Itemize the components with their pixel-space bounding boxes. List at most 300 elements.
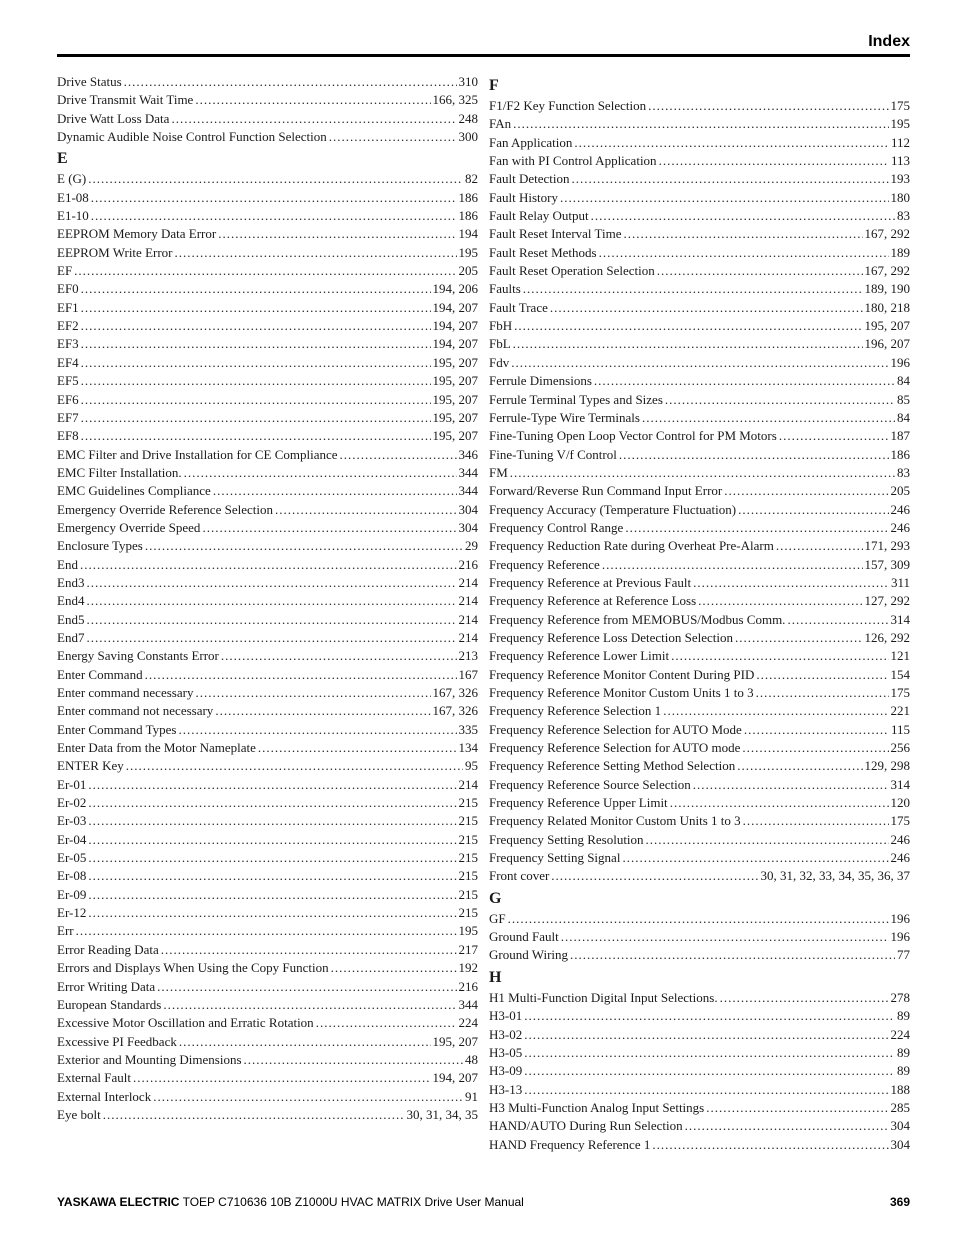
index-entry-pages: 246 — [890, 501, 910, 517]
index-entry-pages: 314 — [890, 611, 910, 627]
index-entry — [57, 372, 478, 390]
index-entry-term: Err — [57, 923, 74, 939]
index-entry-pages: 344 — [458, 464, 478, 480]
index-entry — [57, 831, 478, 849]
index-entry-pages: 205 — [890, 483, 910, 499]
index-entry-term: Drive Watt Loss Data — [57, 110, 170, 126]
index-entry-pages: 89 — [897, 1008, 910, 1024]
index-entry — [57, 391, 478, 409]
dot-leader — [646, 831, 889, 849]
index-entry — [57, 354, 478, 372]
index-entry — [489, 757, 910, 775]
index-entry-term: Exterior and Mounting Dimensions — [57, 1051, 242, 1067]
index-entry-term: End4 — [57, 593, 85, 609]
index-entry — [57, 776, 478, 794]
index-entry — [489, 335, 910, 353]
dot-leader — [570, 946, 895, 964]
index-entry-pages: 214 — [458, 629, 478, 645]
index-entry-term: End — [57, 556, 78, 572]
index-entry — [57, 262, 478, 280]
index-entry — [489, 629, 910, 647]
index-entry-pages: 167, 326 — [432, 685, 478, 700]
index-entry-pages: 194, 207 — [432, 318, 478, 334]
dot-leader — [81, 335, 431, 353]
dot-leader — [88, 849, 456, 867]
index-entry-term: EMC Guidelines Compliance — [57, 483, 211, 499]
index-entry-pages: 193 — [890, 171, 910, 187]
index-entry — [489, 812, 910, 830]
dot-leader — [720, 989, 889, 1007]
index-entry-pages: 195, 207 — [432, 1033, 478, 1049]
index-entry-pages: 195 — [458, 244, 478, 260]
index-entry-pages: 304 — [890, 1118, 910, 1134]
dot-leader — [524, 1026, 888, 1044]
dot-leader — [524, 1081, 888, 1099]
dot-leader — [742, 739, 888, 757]
index-entry-term: External Fault — [57, 1070, 132, 1086]
dot-leader — [756, 684, 889, 702]
index-entry-term: Frequency Reference Loss Detection Selection — [489, 629, 734, 645]
index-entry — [489, 592, 910, 610]
index-entry-term: Enter Command — [57, 666, 143, 682]
index-entry — [489, 666, 910, 684]
index-entry-term: Ground Wiring — [489, 947, 569, 963]
index-entry-pages: 83 — [897, 464, 910, 480]
dot-leader — [510, 464, 895, 482]
index-entry — [57, 170, 478, 188]
index-entry — [57, 244, 478, 262]
index-entry — [489, 989, 910, 1007]
index-entry — [489, 1044, 910, 1062]
index-entry-term: ENTER Key — [57, 758, 124, 774]
index-entry-term: Frequency Reference Setting Method Selection — [489, 758, 736, 774]
index-entry-term: EF5 — [57, 373, 79, 389]
index-entry-term: Enter Data from the Motor Nameplate — [57, 740, 256, 756]
index-entry-pages: 85 — [897, 391, 910, 407]
index-entry-term: HAND/AUTO During Run Selection — [489, 1118, 683, 1134]
index-entry-term: External Interlock — [57, 1088, 152, 1104]
index-entry-pages: 344 — [458, 996, 478, 1012]
dot-leader — [329, 128, 457, 146]
index-entry-pages: 189 — [890, 244, 910, 260]
index-entry — [57, 867, 478, 885]
index-entry-term: Fault History — [489, 189, 558, 205]
index-entry-term: Frequency Reference at Reference Loss — [489, 593, 697, 609]
index-entry-term: End3 — [57, 574, 85, 590]
index-entry-pages: 224 — [890, 1026, 910, 1042]
index-entry-term: EF0 — [57, 281, 79, 297]
dot-leader — [642, 409, 895, 427]
index-entry — [57, 299, 478, 317]
dot-leader — [80, 556, 457, 574]
index-entry-pages: 196 — [890, 929, 910, 945]
index-entry-term: FAn — [489, 116, 512, 132]
index-entry-term: Fdv — [489, 354, 510, 370]
dot-leader — [706, 1099, 888, 1117]
index-entry-term: Frequency Related Monitor Custom Units 1 to 3 — [489, 813, 741, 829]
index-entry — [57, 1069, 478, 1087]
index-entry — [489, 134, 910, 152]
index-entry-pages: 216 — [458, 556, 478, 572]
index-entry-pages: 215 — [458, 868, 478, 884]
index-entry — [57, 519, 478, 537]
index-entry — [489, 354, 910, 372]
dot-leader — [657, 262, 863, 280]
dot-leader — [88, 831, 456, 849]
dot-leader — [685, 1117, 889, 1135]
dot-leader — [86, 592, 456, 610]
index-entry-term: Frequency Reference Monitor Content During PID — [489, 666, 755, 682]
dot-leader — [81, 280, 431, 298]
dot-leader — [171, 110, 456, 128]
index-entry — [57, 794, 478, 812]
dot-leader — [175, 244, 457, 262]
index-entry-pages: 215 — [458, 813, 478, 829]
index-entry-pages: 285 — [890, 1099, 910, 1115]
index-entry-term: Energy Saving Constants Error — [57, 648, 219, 664]
index-entry-term: End5 — [57, 611, 85, 627]
index-entry — [57, 1014, 478, 1032]
index-entry — [489, 1062, 910, 1080]
index-entry-pages: 48 — [465, 1051, 478, 1067]
index-entry-term: Fault Reset Interval Time — [489, 226, 622, 242]
dot-leader — [145, 666, 457, 684]
index-entry-pages: 215 — [458, 795, 478, 811]
index-entry — [57, 482, 478, 500]
dot-leader — [670, 794, 889, 812]
index-entry-term: Er-05 — [57, 850, 87, 866]
dot-leader — [524, 1062, 895, 1080]
dot-leader — [663, 702, 888, 720]
index-entry-pages: 215 — [458, 905, 478, 921]
index-entry-pages: 256 — [890, 740, 910, 756]
index-entry-pages: 187 — [890, 428, 910, 444]
footer-manual-title — [57, 1195, 524, 1209]
index-entry-term: Error Writing Data — [57, 978, 156, 994]
dot-leader — [86, 629, 456, 647]
index-entry — [489, 556, 910, 574]
index-entry-pages: 196 — [890, 354, 910, 370]
index-entry-pages: 115 — [890, 721, 910, 737]
index-entry-term: Errors and Displays When Using the Copy Function — [57, 960, 329, 976]
index-entry-pages: 195 — [890, 116, 910, 132]
index-entry-term: HAND Frequency Reference 1 — [489, 1136, 651, 1152]
dot-leader — [157, 978, 456, 996]
index-entry — [489, 299, 910, 317]
index-entry-pages: 120 — [890, 795, 910, 811]
index-entry — [489, 519, 910, 537]
index-entry-pages: 304 — [458, 519, 478, 535]
dot-leader — [86, 574, 456, 592]
index-entry-term: EF4 — [57, 354, 79, 370]
index-entry-term: EF — [57, 263, 73, 279]
index-entry-pages: 167, 292 — [864, 263, 910, 279]
dot-leader — [511, 354, 888, 372]
index-entry-pages: 192 — [458, 960, 478, 976]
index-entry-pages: 82 — [465, 171, 478, 187]
dot-leader — [195, 91, 430, 109]
index-entry-term: Frequency Reference from MEMOBUS/Modbus Comm. — [489, 611, 786, 627]
index-entry-pages: 246 — [890, 850, 910, 866]
index-entry — [57, 922, 478, 940]
index-entry-pages: 91 — [465, 1088, 478, 1104]
index-entry-term: Frequency Reference Selection for AUTO Mode — [489, 721, 742, 737]
index-section-letter: E — [57, 150, 68, 168]
index-entry-term: Fault Detection — [489, 171, 570, 187]
index-entry — [57, 446, 478, 464]
index-entry-term: Fault Trace — [489, 299, 548, 315]
index-entry-term: EF8 — [57, 428, 79, 444]
index-entry-term: Er-08 — [57, 868, 87, 884]
index-entry-pages: 89 — [897, 1063, 910, 1079]
index-entry-term: Enter command necessary — [57, 685, 194, 700]
index-entry-pages: 113 — [890, 153, 910, 169]
index-entry — [489, 207, 910, 225]
dot-leader — [508, 910, 889, 928]
index-entry-term: Frequency Reduction Rate during Overheat Pre-Alarm — [489, 538, 774, 554]
index-entry-term: EF7 — [57, 409, 79, 425]
index-entry — [57, 501, 478, 519]
index-entry — [489, 794, 910, 812]
index-entry — [57, 110, 478, 128]
dot-leader — [693, 574, 889, 592]
dot-leader — [331, 959, 457, 977]
index-section-letter: H — [489, 968, 502, 986]
index-entry — [489, 721, 910, 739]
index-entry — [489, 372, 910, 390]
index-entry — [489, 928, 910, 946]
index-entry — [489, 849, 910, 867]
dot-leader — [619, 446, 889, 464]
dot-leader — [524, 1007, 895, 1025]
index-entry — [489, 464, 910, 482]
index-entry — [57, 1051, 478, 1069]
index-entry — [489, 1099, 910, 1117]
index-entry-term: Frequency Reference Source Selection — [489, 776, 691, 792]
index-entry-pages: 278 — [890, 989, 910, 1005]
index-entry-pages: 157, 309 — [864, 556, 910, 572]
index-entry — [489, 702, 910, 720]
index-entry — [489, 317, 910, 335]
dot-leader — [572, 170, 889, 188]
dot-leader — [88, 867, 456, 885]
index-entry-pages: 30, 31, 34, 35 — [406, 1106, 478, 1122]
index-entry — [57, 73, 478, 91]
index-entry-term: Excessive PI Feedback — [57, 1033, 177, 1049]
index-entry-term: Forward/Reverse Run Command Input Error — [489, 483, 723, 499]
dot-leader — [693, 776, 889, 794]
index-right-column — [489, 73, 910, 1154]
index-entry — [57, 629, 478, 647]
index-entry-term: Error Reading Data — [57, 941, 159, 957]
dot-leader — [561, 928, 889, 946]
dot-leader — [671, 647, 888, 665]
index-entry-pages: 194, 207 — [432, 336, 478, 352]
index-entry — [489, 684, 910, 702]
index-entry-term: EF2 — [57, 318, 79, 334]
index-entry-term: Frequency Reference — [489, 556, 600, 572]
index-entry-pages: 30, 31, 32, 33, 34, 35, 36, 37 — [760, 868, 910, 884]
dot-leader — [88, 812, 456, 830]
index-entry-term: H3-02 — [489, 1026, 523, 1042]
page-number: 369 — [889, 1195, 910, 1209]
index-entry-term: Frequency Reference Monitor Custom Units 1 to 3 — [489, 685, 754, 700]
index-entry — [489, 189, 910, 207]
dot-leader — [787, 611, 888, 629]
index-entry — [489, 482, 910, 500]
index-entry-term: Er-01 — [57, 776, 87, 792]
index-entry-term: Ground Fault — [489, 929, 559, 945]
index-entry-term: Frequency Reference Selection 1 — [489, 703, 662, 719]
index-entry — [489, 152, 910, 170]
index-entry — [489, 647, 910, 665]
index-title: Index — [868, 33, 910, 50]
index-entry-term: Drive Transmit Wait Time — [57, 92, 194, 108]
index-entry-pages: 95 — [465, 758, 478, 774]
index-entry-term: Er-02 — [57, 795, 87, 811]
index-entry — [57, 757, 478, 775]
dot-leader — [779, 427, 889, 445]
dot-leader — [275, 501, 457, 519]
index-entry-pages: 215 — [458, 886, 478, 902]
index-entry-pages: 300 — [458, 129, 478, 145]
dot-leader — [591, 207, 895, 225]
index-entry — [57, 464, 478, 482]
index-entry-pages: 195, 207 — [432, 409, 478, 425]
dot-leader — [624, 225, 863, 243]
dot-leader — [88, 886, 456, 904]
dot-leader — [81, 372, 431, 390]
index-entry — [57, 739, 478, 757]
index-entry-term: Fault Relay Output — [489, 208, 589, 224]
dot-leader — [744, 721, 889, 739]
index-entry-pages: 214 — [458, 611, 478, 627]
dot-leader — [524, 1044, 895, 1062]
index-entry — [489, 1007, 910, 1025]
dot-leader — [513, 115, 888, 133]
index-entry-pages: 195, 207 — [432, 391, 478, 407]
index-entry-pages: 186 — [458, 189, 478, 205]
index-entry-term: Er-04 — [57, 831, 87, 847]
index-entry — [57, 317, 478, 335]
dot-leader — [88, 170, 463, 188]
index-entry-term: Frequency Setting Resolution — [489, 831, 644, 847]
dot-leader — [81, 409, 431, 427]
index-entry-term: Fan Application — [489, 134, 573, 150]
header-rule — [57, 54, 910, 57]
index-entry-term: GF — [489, 910, 506, 926]
index-entry-pages: 188 — [890, 1081, 910, 1097]
dot-leader — [184, 464, 457, 482]
index-entry-pages: 167, 326 — [432, 703, 478, 719]
dot-leader — [81, 391, 431, 409]
index-entry-pages: 126, 292 — [864, 629, 910, 645]
index-entry-term: Frequency Reference Upper Limit — [489, 795, 668, 811]
index-entry-pages: 167, 292 — [864, 226, 910, 242]
index-entry-pages: 246 — [890, 519, 910, 535]
dot-leader — [659, 152, 889, 170]
index-entry-pages: 216 — [458, 978, 478, 994]
footer-manual-name: TOEP C710636 10B Z1000U HVAC MATRIX Drive User Manual — [179, 1195, 524, 1209]
index-entry-pages: 121 — [890, 648, 910, 664]
dot-leader — [648, 97, 888, 115]
index-entry-pages: 224 — [458, 1015, 478, 1031]
index-entry-term: Fault Reset Operation Selection — [489, 263, 655, 279]
index-entry — [57, 611, 478, 629]
index-entry-term: H3-01 — [489, 1008, 523, 1024]
index-entry-term: European Standards — [57, 996, 162, 1012]
index-entry-term: EEPROM Write Error — [57, 244, 173, 260]
dot-leader — [514, 317, 862, 335]
index-entry — [57, 537, 478, 555]
index-entry — [57, 904, 478, 922]
index-entry — [57, 996, 478, 1014]
index-entry-term: Dynamic Audible Noise Control Function Selection — [57, 129, 327, 145]
index-entry — [57, 189, 478, 207]
index-entry-pages: 194 — [458, 226, 478, 242]
index-entry — [489, 446, 910, 464]
dot-leader — [776, 537, 863, 555]
dot-leader — [743, 812, 889, 830]
dot-leader — [86, 611, 456, 629]
index-entry-term: EEPROM Memory Data Error — [57, 226, 217, 242]
index-entry-term: H3-09 — [489, 1063, 523, 1079]
index-entry — [57, 91, 478, 109]
dot-leader — [215, 702, 430, 720]
index-entry-pages: 195, 207 — [432, 354, 478, 370]
index-entry-term: FbL — [489, 336, 511, 352]
index-entry-pages: 89 — [897, 1044, 910, 1060]
index-entry — [489, 537, 910, 555]
index-entry — [57, 225, 478, 243]
index-entry-term: F1/F2 Key Function Selection — [489, 98, 647, 113]
index-entry-pages: 344 — [458, 483, 478, 499]
dot-leader — [81, 299, 431, 317]
dot-leader — [124, 73, 457, 91]
index-entry-pages: 194, 207 — [432, 299, 478, 315]
index-entry-term: Drive Status — [57, 74, 122, 89]
index-entry-pages: 175 — [890, 98, 910, 113]
index-entry — [57, 409, 478, 427]
index-entry-term: Enter command not necessary — [57, 703, 214, 719]
index-entry-pages: 83 — [897, 208, 910, 224]
index-entry-pages: 167 — [458, 666, 478, 682]
dot-leader — [178, 721, 456, 739]
index-entry-pages: 215 — [458, 831, 478, 847]
index-entry-term: Frequency Reference at Previous Fault — [489, 574, 692, 590]
index-entry-term: E (G) — [57, 171, 87, 187]
index-entry-term: EF3 — [57, 336, 79, 352]
index-entry-term: Ferrule-Type Wire Terminals — [489, 409, 640, 425]
index-entry-term: Er-03 — [57, 813, 87, 829]
index-entry-pages: 195, 207 — [432, 428, 478, 444]
index-entry — [57, 207, 478, 225]
index-entry — [57, 280, 478, 298]
index-entry — [489, 611, 910, 629]
index-entry — [57, 978, 478, 996]
index-entry — [489, 1081, 910, 1099]
index-entry-pages: 175 — [890, 813, 910, 829]
index-entry — [489, 910, 910, 928]
index-entry-pages: 112 — [890, 134, 910, 150]
index-entry — [57, 427, 478, 445]
dot-leader — [340, 446, 457, 464]
index-entry-pages: 127, 292 — [864, 593, 910, 609]
index-entry-pages: 166, 325 — [432, 92, 478, 108]
index-entry-pages: 304 — [458, 501, 478, 517]
dot-leader — [179, 1033, 431, 1051]
dot-leader — [599, 244, 889, 262]
